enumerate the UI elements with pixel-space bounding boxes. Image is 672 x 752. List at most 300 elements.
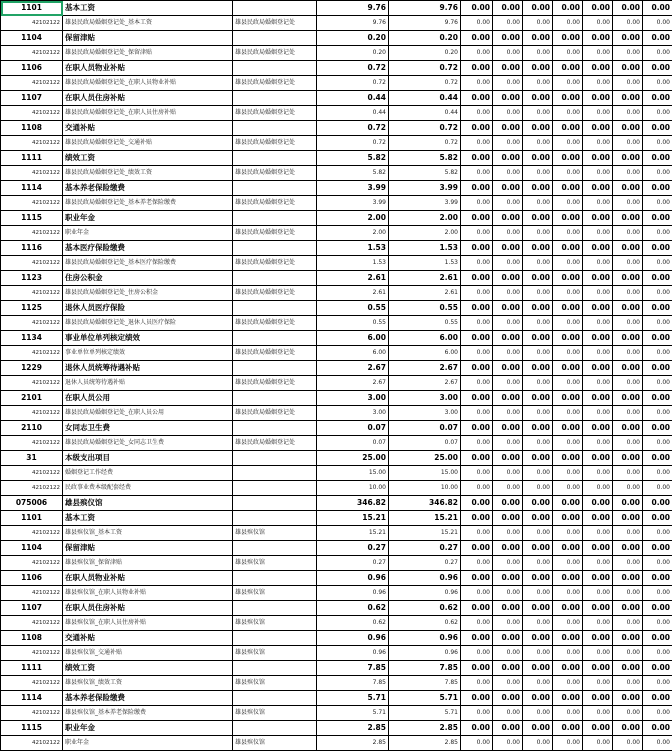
amount-cell[interactable]: 9.76 <box>389 1 461 16</box>
amount-cell[interactable]: 0.00 <box>523 691 553 706</box>
code-cell[interactable]: 1101 <box>1 511 63 526</box>
amount-cell[interactable]: 0.00 <box>523 136 553 151</box>
amount-cell[interactable]: 15.00 <box>317 466 389 481</box>
item-name-cell[interactable]: 职业年金 <box>63 226 233 241</box>
unit-name-cell[interactable]: 雄县民政局婚姻登记处 <box>233 286 317 301</box>
amount-cell[interactable]: 0.00 <box>553 136 583 151</box>
amount-cell[interactable]: 0.00 <box>613 256 643 271</box>
amount-cell[interactable]: 0.00 <box>493 31 523 46</box>
amount-cell[interactable]: 0.00 <box>553 706 583 721</box>
amount-cell[interactable]: 0.00 <box>553 211 583 226</box>
item-name-cell[interactable]: 基本工资 <box>63 1 233 16</box>
unit-name-cell[interactable]: 雄县民政局婚姻登记处 <box>233 46 317 61</box>
amount-cell[interactable]: 15.21 <box>317 511 389 526</box>
amount-cell[interactable]: 0.00 <box>523 316 553 331</box>
amount-cell[interactable]: 0.00 <box>613 196 643 211</box>
amount-cell[interactable]: 0.00 <box>523 91 553 106</box>
amount-cell[interactable]: 0.00 <box>493 151 523 166</box>
amount-cell[interactable]: 15.21 <box>317 526 389 541</box>
amount-cell[interactable]: 0.00 <box>613 541 643 556</box>
code-cell[interactable]: 42102122 <box>1 436 63 451</box>
amount-cell[interactable]: 0.00 <box>583 541 613 556</box>
code-cell[interactable]: 1106 <box>1 571 63 586</box>
amount-cell[interactable]: 0.00 <box>493 181 523 196</box>
amount-cell[interactable]: 0.00 <box>613 31 643 46</box>
amount-cell[interactable]: 0.00 <box>461 436 493 451</box>
amount-cell[interactable]: 0.00 <box>583 226 613 241</box>
amount-cell[interactable]: 0.00 <box>613 271 643 286</box>
amount-cell[interactable]: 0.55 <box>389 316 461 331</box>
amount-cell[interactable]: 0.00 <box>461 271 493 286</box>
item-name-cell[interactable]: 职业年金 <box>63 211 233 226</box>
amount-cell[interactable]: 0.00 <box>523 541 553 556</box>
amount-cell[interactable]: 0.00 <box>643 46 672 61</box>
amount-cell[interactable]: 0.00 <box>643 391 672 406</box>
unit-name-cell[interactable]: 雄县殡仪馆 <box>233 586 317 601</box>
amount-cell[interactable]: 0.00 <box>523 736 553 751</box>
amount-cell[interactable]: 7.85 <box>317 661 389 676</box>
amount-cell[interactable]: 0.00 <box>613 226 643 241</box>
amount-cell[interactable]: 0.00 <box>493 616 523 631</box>
amount-cell[interactable]: 0.00 <box>493 466 523 481</box>
amount-cell[interactable]: 0.00 <box>493 211 523 226</box>
amount-cell[interactable]: 0.62 <box>389 616 461 631</box>
amount-cell[interactable]: 0.00 <box>523 526 553 541</box>
amount-cell[interactable]: 0.00 <box>493 496 523 511</box>
amount-cell[interactable]: 0.00 <box>523 376 553 391</box>
amount-cell[interactable]: 0.00 <box>613 436 643 451</box>
amount-cell[interactable]: 1.53 <box>389 241 461 256</box>
amount-cell[interactable]: 0.00 <box>553 256 583 271</box>
item-name-cell[interactable]: 雄县殡仪馆_交通补贴 <box>63 646 233 661</box>
amount-cell[interactable]: 2.61 <box>317 286 389 301</box>
amount-cell[interactable]: 0.00 <box>523 211 553 226</box>
code-cell[interactable]: 1108 <box>1 631 63 646</box>
unit-name-cell[interactable]: 雄县民政局婚姻登记处 <box>233 136 317 151</box>
amount-cell[interactable]: 0.00 <box>493 706 523 721</box>
amount-cell[interactable]: 0.00 <box>461 16 493 31</box>
amount-cell[interactable]: 0.00 <box>461 721 493 736</box>
amount-cell[interactable]: 0.00 <box>553 196 583 211</box>
amount-cell[interactable]: 0.00 <box>613 601 643 616</box>
amount-cell[interactable]: 0.00 <box>553 511 583 526</box>
amount-cell[interactable]: 0.00 <box>461 31 493 46</box>
amount-cell[interactable]: 0.00 <box>493 421 523 436</box>
amount-cell[interactable]: 0.00 <box>461 511 493 526</box>
unit-name-cell[interactable]: 雄县民政局婚姻登记处 <box>233 256 317 271</box>
amount-cell[interactable]: 2.85 <box>317 721 389 736</box>
amount-cell[interactable]: 0.00 <box>523 496 553 511</box>
item-name-cell[interactable]: 交通补贴 <box>63 121 233 136</box>
amount-cell[interactable]: 0.00 <box>583 301 613 316</box>
amount-cell[interactable]: 0.00 <box>583 121 613 136</box>
code-cell[interactable]: 1115 <box>1 211 63 226</box>
code-cell[interactable]: 2110 <box>1 421 63 436</box>
amount-cell[interactable]: 0.00 <box>493 331 523 346</box>
amount-cell[interactable]: 7.85 <box>317 676 389 691</box>
amount-cell[interactable]: 0.00 <box>613 646 643 661</box>
unit-name-cell[interactable] <box>233 241 317 256</box>
amount-cell[interactable]: 0.00 <box>553 391 583 406</box>
amount-cell[interactable]: 0.00 <box>523 286 553 301</box>
item-name-cell[interactable]: 雄县殡仪馆_保留津贴 <box>63 556 233 571</box>
unit-name-cell[interactable] <box>233 571 317 586</box>
amount-cell[interactable]: 0.72 <box>317 76 389 91</box>
amount-cell[interactable]: 0.00 <box>493 241 523 256</box>
amount-cell[interactable]: 0.44 <box>317 91 389 106</box>
amount-cell[interactable]: 0.00 <box>461 736 493 751</box>
code-cell[interactable]: 42102122 <box>1 16 63 31</box>
code-cell[interactable]: 42102122 <box>1 316 63 331</box>
amount-cell[interactable]: 0.00 <box>613 361 643 376</box>
amount-cell[interactable]: 0.00 <box>493 631 523 646</box>
code-cell[interactable]: 42102122 <box>1 256 63 271</box>
amount-cell[interactable]: 0.96 <box>317 631 389 646</box>
unit-name-cell[interactable]: 雄县殡仪馆 <box>233 706 317 721</box>
code-cell[interactable]: 42102122 <box>1 481 63 496</box>
amount-cell[interactable]: 0.00 <box>523 361 553 376</box>
code-cell[interactable]: 2101 <box>1 391 63 406</box>
code-cell[interactable]: 42102122 <box>1 646 63 661</box>
unit-name-cell[interactable] <box>233 601 317 616</box>
item-name-cell[interactable]: 退休人员统筹待遇补贴 <box>63 361 233 376</box>
code-cell[interactable]: 42102122 <box>1 706 63 721</box>
amount-cell[interactable]: 0.00 <box>613 376 643 391</box>
amount-cell[interactable]: 1.53 <box>389 256 461 271</box>
amount-cell[interactable]: 0.00 <box>461 556 493 571</box>
amount-cell[interactable]: 0.00 <box>583 211 613 226</box>
amount-cell[interactable]: 0.00 <box>643 196 672 211</box>
amount-cell[interactable]: 0.00 <box>583 166 613 181</box>
amount-cell[interactable]: 0.00 <box>493 436 523 451</box>
amount-cell[interactable]: 6.00 <box>389 346 461 361</box>
code-cell[interactable]: 1114 <box>1 181 63 196</box>
amount-cell[interactable]: 0.00 <box>643 1 672 16</box>
amount-cell[interactable]: 5.82 <box>317 151 389 166</box>
amount-cell[interactable]: 0.00 <box>613 301 643 316</box>
amount-cell[interactable]: 0.00 <box>613 661 643 676</box>
amount-cell[interactable]: 0.00 <box>583 61 613 76</box>
amount-cell[interactable]: 0.00 <box>643 361 672 376</box>
amount-cell[interactable]: 0.00 <box>461 301 493 316</box>
amount-cell[interactable]: 0.00 <box>493 376 523 391</box>
amount-cell[interactable]: 0.00 <box>613 391 643 406</box>
amount-cell[interactable]: 0.96 <box>317 571 389 586</box>
amount-cell[interactable]: 0.00 <box>583 721 613 736</box>
amount-cell[interactable]: 6.00 <box>317 346 389 361</box>
amount-cell[interactable]: 0.00 <box>643 676 672 691</box>
amount-cell[interactable]: 0.55 <box>389 301 461 316</box>
code-cell[interactable]: 42102122 <box>1 526 63 541</box>
amount-cell[interactable]: 0.00 <box>583 616 613 631</box>
code-cell[interactable]: 42102122 <box>1 286 63 301</box>
amount-cell[interactable]: 0.00 <box>523 676 553 691</box>
amount-cell[interactable]: 0.00 <box>523 241 553 256</box>
amount-cell[interactable]: 0.00 <box>583 376 613 391</box>
amount-cell[interactable]: 0.00 <box>613 586 643 601</box>
amount-cell[interactable]: 0.00 <box>493 106 523 121</box>
item-name-cell[interactable]: 退休人员医疗保险 <box>63 301 233 316</box>
amount-cell[interactable]: 0.00 <box>461 1 493 16</box>
amount-cell[interactable]: 0.00 <box>553 61 583 76</box>
item-name-cell[interactable]: 婚姻登记工作经费 <box>63 466 233 481</box>
amount-cell[interactable]: 0.00 <box>461 496 493 511</box>
amount-cell[interactable]: 0.00 <box>553 286 583 301</box>
amount-cell[interactable]: 0.00 <box>643 226 672 241</box>
amount-cell[interactable]: 0.00 <box>583 421 613 436</box>
amount-cell[interactable]: 0.00 <box>583 151 613 166</box>
amount-cell[interactable]: 0.00 <box>553 346 583 361</box>
amount-cell[interactable]: 0.00 <box>643 421 672 436</box>
amount-cell[interactable]: 0.00 <box>583 241 613 256</box>
amount-cell[interactable]: 0.00 <box>643 121 672 136</box>
amount-cell[interactable]: 0.00 <box>583 286 613 301</box>
unit-name-cell[interactable]: 雄县民政局婚姻登记处 <box>233 76 317 91</box>
unit-name-cell[interactable]: 雄县民政局婚姻登记处 <box>233 346 317 361</box>
amount-cell[interactable]: 0.00 <box>583 16 613 31</box>
amount-cell[interactable]: 0.00 <box>493 556 523 571</box>
amount-cell[interactable]: 2.61 <box>389 271 461 286</box>
item-name-cell[interactable]: 在职人员住房补贴 <box>63 601 233 616</box>
amount-cell[interactable]: 0.00 <box>493 226 523 241</box>
amount-cell[interactable]: 0.00 <box>461 151 493 166</box>
amount-cell[interactable]: 0.00 <box>493 526 523 541</box>
unit-name-cell[interactable] <box>233 511 317 526</box>
amount-cell[interactable]: 0.00 <box>643 61 672 76</box>
amount-cell[interactable]: 0.00 <box>643 691 672 706</box>
amount-cell[interactable]: 0.96 <box>317 646 389 661</box>
amount-cell[interactable]: 2.67 <box>317 361 389 376</box>
amount-cell[interactable]: 0.00 <box>523 436 553 451</box>
code-cell[interactable]: 1123 <box>1 271 63 286</box>
amount-cell[interactable]: 0.00 <box>613 241 643 256</box>
amount-cell[interactable]: 0.00 <box>523 46 553 61</box>
amount-cell[interactable]: 3.00 <box>317 391 389 406</box>
amount-cell[interactable]: 0.00 <box>523 121 553 136</box>
amount-cell[interactable]: 0.20 <box>317 46 389 61</box>
item-name-cell[interactable]: 基本工资 <box>63 511 233 526</box>
amount-cell[interactable]: 0.00 <box>583 631 613 646</box>
amount-cell[interactable]: 0.00 <box>583 31 613 46</box>
amount-cell[interactable]: 0.00 <box>613 571 643 586</box>
amount-cell[interactable]: 0.00 <box>523 421 553 436</box>
code-cell[interactable]: 1115 <box>1 721 63 736</box>
amount-cell[interactable]: 0.00 <box>613 316 643 331</box>
amount-cell[interactable]: 0.00 <box>583 181 613 196</box>
amount-cell[interactable]: 3.99 <box>389 196 461 211</box>
amount-cell[interactable]: 0.72 <box>389 136 461 151</box>
amount-cell[interactable]: 0.00 <box>583 76 613 91</box>
amount-cell[interactable]: 25.00 <box>389 451 461 466</box>
amount-cell[interactable]: 0.00 <box>643 406 672 421</box>
amount-cell[interactable]: 0.00 <box>553 481 583 496</box>
amount-cell[interactable]: 0.00 <box>643 481 672 496</box>
amount-cell[interactable]: 0.00 <box>461 106 493 121</box>
item-name-cell[interactable]: 基本医疗保险缴费 <box>63 241 233 256</box>
amount-cell[interactable]: 0.00 <box>613 1 643 16</box>
code-cell[interactable]: 42102122 <box>1 166 63 181</box>
amount-cell[interactable]: 0.00 <box>493 166 523 181</box>
item-name-cell[interactable]: 基本养老保险缴费 <box>63 691 233 706</box>
unit-name-cell[interactable] <box>233 541 317 556</box>
amount-cell[interactable]: 0.00 <box>643 601 672 616</box>
amount-cell[interactable]: 0.00 <box>643 496 672 511</box>
item-name-cell[interactable]: 雄县民政局婚姻登记处_基本养老保险缴费 <box>63 196 233 211</box>
amount-cell[interactable]: 0.00 <box>523 721 553 736</box>
code-cell[interactable]: 1229 <box>1 361 63 376</box>
item-name-cell[interactable]: 雄县民政局婚姻登记处_住房公积金 <box>63 286 233 301</box>
amount-cell[interactable]: 0.00 <box>461 376 493 391</box>
amount-cell[interactable]: 0.00 <box>523 481 553 496</box>
amount-cell[interactable]: 0.96 <box>389 631 461 646</box>
amount-cell[interactable]: 0.00 <box>643 151 672 166</box>
amount-cell[interactable]: 0.00 <box>613 526 643 541</box>
amount-cell[interactable]: 0.00 <box>493 721 523 736</box>
amount-cell[interactable]: 0.00 <box>613 136 643 151</box>
amount-cell[interactable]: 0.00 <box>523 586 553 601</box>
amount-cell[interactable]: 2.00 <box>317 211 389 226</box>
code-cell[interactable]: 42102122 <box>1 76 63 91</box>
item-name-cell[interactable]: 在职人员公用 <box>63 391 233 406</box>
code-cell[interactable]: 1125 <box>1 301 63 316</box>
amount-cell[interactable]: 0.00 <box>583 331 613 346</box>
amount-cell[interactable]: 10.00 <box>317 481 389 496</box>
amount-cell[interactable]: 0.00 <box>583 556 613 571</box>
item-name-cell[interactable]: 在职人员物业补贴 <box>63 61 233 76</box>
unit-name-cell[interactable]: 雄县殡仪馆 <box>233 616 317 631</box>
amount-cell[interactable]: 2.61 <box>389 286 461 301</box>
item-name-cell[interactable]: 雄县殡仪馆_在职人员物业补贴 <box>63 586 233 601</box>
amount-cell[interactable]: 0.00 <box>493 481 523 496</box>
amount-cell[interactable]: 0.07 <box>317 421 389 436</box>
amount-cell[interactable]: 0.00 <box>523 1 553 16</box>
amount-cell[interactable]: 0.00 <box>553 571 583 586</box>
amount-cell[interactable]: 0.00 <box>643 511 672 526</box>
amount-cell[interactable]: 0.00 <box>523 346 553 361</box>
amount-cell[interactable]: 0.00 <box>643 526 672 541</box>
amount-cell[interactable]: 0.00 <box>643 316 672 331</box>
item-name-cell[interactable]: 在职人员住房补贴 <box>63 91 233 106</box>
amount-cell[interactable]: 0.00 <box>553 676 583 691</box>
amount-cell[interactable]: 0.72 <box>317 121 389 136</box>
amount-cell[interactable]: 0.00 <box>493 451 523 466</box>
item-name-cell[interactable]: 雄县民政局婚姻登记处_保留津贴 <box>63 46 233 61</box>
amount-cell[interactable]: 0.00 <box>583 106 613 121</box>
amount-cell[interactable]: 0.72 <box>389 61 461 76</box>
amount-cell[interactable]: 0.00 <box>523 301 553 316</box>
item-name-cell[interactable]: 雄县殡仪馆_基本养老保险缴费 <box>63 706 233 721</box>
amount-cell[interactable]: 0.00 <box>613 736 643 751</box>
amount-cell[interactable]: 0.00 <box>613 496 643 511</box>
amount-cell[interactable]: 7.85 <box>389 676 461 691</box>
amount-cell[interactable]: 0.00 <box>493 511 523 526</box>
amount-cell[interactable]: 0.00 <box>493 121 523 136</box>
code-cell[interactable]: 075006 <box>1 496 63 511</box>
amount-cell[interactable]: 0.00 <box>461 241 493 256</box>
amount-cell[interactable]: 5.71 <box>389 691 461 706</box>
amount-cell[interactable]: 2.00 <box>317 226 389 241</box>
item-name-cell[interactable]: 雄县殡仪馆_绩效工资 <box>63 676 233 691</box>
amount-cell[interactable]: 0.00 <box>583 91 613 106</box>
amount-cell[interactable]: 0.00 <box>613 61 643 76</box>
amount-cell[interactable]: 0.00 <box>523 31 553 46</box>
unit-name-cell[interactable] <box>233 631 317 646</box>
amount-cell[interactable]: 0.00 <box>553 451 583 466</box>
amount-cell[interactable]: 15.21 <box>389 511 461 526</box>
item-name-cell[interactable]: 绩效工资 <box>63 661 233 676</box>
amount-cell[interactable]: 0.00 <box>493 76 523 91</box>
amount-cell[interactable]: 0.00 <box>643 331 672 346</box>
amount-cell[interactable]: 2.67 <box>389 376 461 391</box>
amount-cell[interactable]: 0.00 <box>613 346 643 361</box>
amount-cell[interactable]: 0.00 <box>493 46 523 61</box>
amount-cell[interactable]: 5.82 <box>389 151 461 166</box>
amount-cell[interactable]: 0.00 <box>461 346 493 361</box>
amount-cell[interactable]: 0.27 <box>317 556 389 571</box>
amount-cell[interactable]: 0.00 <box>461 121 493 136</box>
amount-cell[interactable]: 3.99 <box>317 181 389 196</box>
amount-cell[interactable]: 0.00 <box>553 166 583 181</box>
amount-cell[interactable]: 0.00 <box>643 106 672 121</box>
amount-cell[interactable]: 0.00 <box>461 331 493 346</box>
amount-cell[interactable]: 0.00 <box>613 676 643 691</box>
amount-cell[interactable]: 0.00 <box>643 721 672 736</box>
amount-cell[interactable]: 0.00 <box>461 166 493 181</box>
amount-cell[interactable]: 0.00 <box>493 196 523 211</box>
amount-cell[interactable]: 0.96 <box>389 571 461 586</box>
item-name-cell[interactable]: 本级支出项目 <box>63 451 233 466</box>
amount-cell[interactable]: 0.00 <box>613 16 643 31</box>
unit-name-cell[interactable] <box>233 31 317 46</box>
amount-cell[interactable]: 0.00 <box>493 91 523 106</box>
amount-cell[interactable]: 2.85 <box>389 736 461 751</box>
amount-cell[interactable]: 0.00 <box>493 571 523 586</box>
unit-name-cell[interactable]: 雄县民政局婚姻登记处 <box>233 376 317 391</box>
unit-name-cell[interactable] <box>233 421 317 436</box>
unit-name-cell[interactable]: 雄县民政局婚姻登记处 <box>233 106 317 121</box>
amount-cell[interactable]: 0.00 <box>553 601 583 616</box>
amount-cell[interactable]: 0.00 <box>523 601 553 616</box>
amount-cell[interactable]: 0.00 <box>583 571 613 586</box>
amount-cell[interactable]: 0.00 <box>461 706 493 721</box>
amount-cell[interactable]: 1.53 <box>317 241 389 256</box>
amount-cell[interactable]: 0.00 <box>461 61 493 76</box>
amount-cell[interactable]: 3.00 <box>317 406 389 421</box>
amount-cell[interactable]: 0.00 <box>553 31 583 46</box>
amount-cell[interactable]: 0.00 <box>461 451 493 466</box>
code-cell[interactable]: 42102122 <box>1 466 63 481</box>
amount-cell[interactable]: 0.44 <box>389 91 461 106</box>
item-name-cell[interactable]: 交通补贴 <box>63 631 233 646</box>
amount-cell[interactable]: 0.00 <box>643 256 672 271</box>
amount-cell[interactable]: 0.00 <box>461 526 493 541</box>
amount-cell[interactable]: 0.00 <box>643 706 672 721</box>
amount-cell[interactable]: 0.00 <box>553 661 583 676</box>
amount-cell[interactable]: 0.00 <box>553 616 583 631</box>
amount-cell[interactable]: 0.00 <box>461 91 493 106</box>
amount-cell[interactable]: 2.67 <box>317 376 389 391</box>
amount-cell[interactable]: 0.00 <box>613 46 643 61</box>
code-cell[interactable]: 1107 <box>1 91 63 106</box>
amount-cell[interactable]: 15.21 <box>389 526 461 541</box>
amount-cell[interactable]: 0.00 <box>553 76 583 91</box>
amount-cell[interactable]: 0.00 <box>493 136 523 151</box>
amount-cell[interactable]: 0.00 <box>613 331 643 346</box>
amount-cell[interactable]: 0.00 <box>613 91 643 106</box>
amount-cell[interactable]: 2.67 <box>389 361 461 376</box>
amount-cell[interactable]: 0.00 <box>553 91 583 106</box>
amount-cell[interactable]: 0.96 <box>389 586 461 601</box>
